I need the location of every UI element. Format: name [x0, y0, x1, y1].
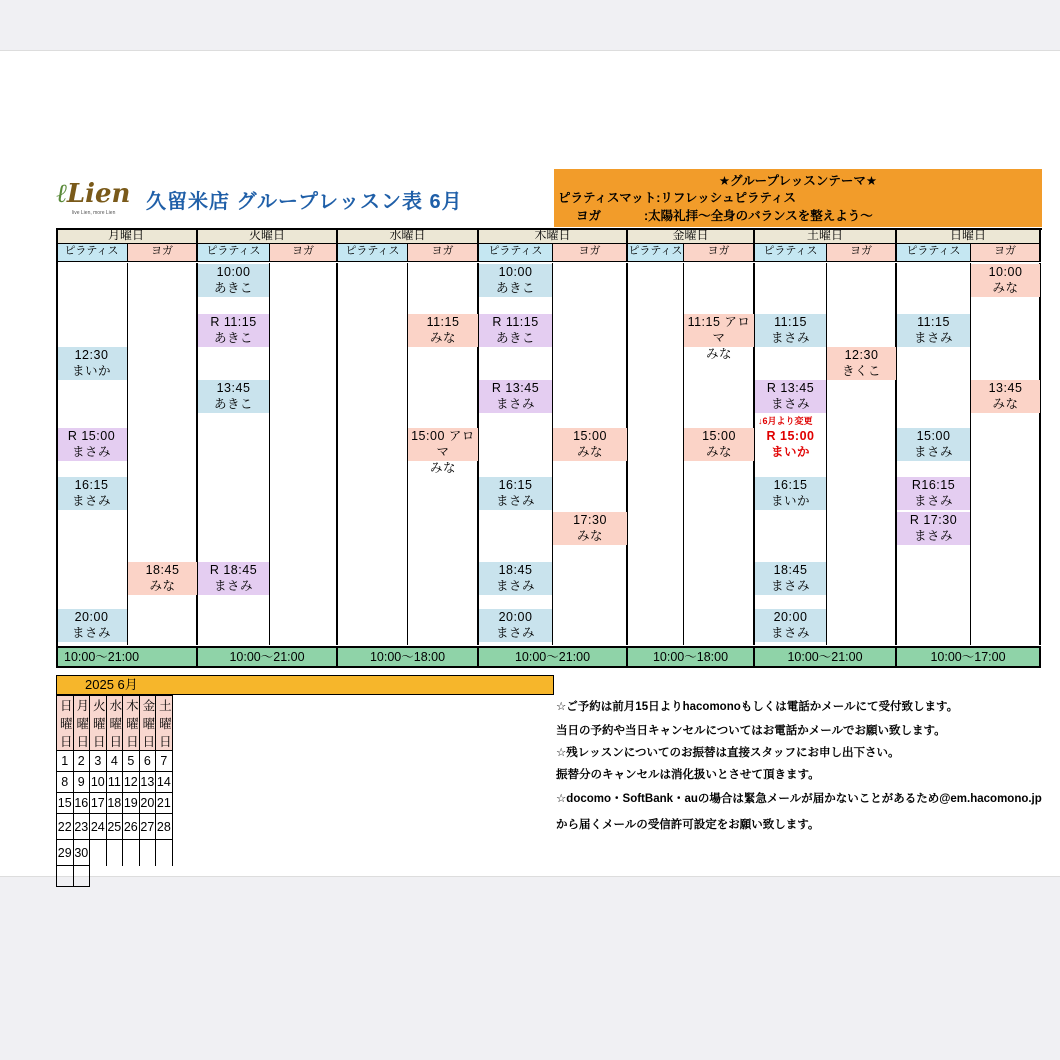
instructor-name: みな [705, 445, 732, 459]
yoga-subheader: ヨガ [408, 244, 479, 262]
instructor-name: みな [429, 461, 456, 475]
lesson-time: R 17:30 [909, 513, 958, 527]
pilates-column [338, 263, 408, 645]
yoga-lesson-slot[interactable] [971, 380, 1040, 413]
lesson-time: R 15:00 [67, 429, 116, 443]
calendar-day-cell: 5 [123, 751, 140, 772]
lesson-time: 20:00 [498, 610, 533, 624]
lesson-time: 20:00 [74, 610, 109, 624]
instructor-name: みな [576, 529, 603, 543]
lesson-time: R 15:00 [766, 429, 815, 443]
calendar-weekday-header: 土曜日 [156, 696, 173, 751]
pilates-column [628, 263, 684, 645]
instructor-name: まいか [770, 494, 810, 508]
pilates-subheader: ピラティス [56, 244, 128, 262]
opening-hours: 10:00～18:00 [338, 646, 479, 668]
lesson-time: 16:15 [74, 478, 109, 492]
day-header: 火曜日 [198, 228, 338, 244]
instructor-name: みな [705, 347, 732, 361]
yoga-subheader: ヨガ [270, 244, 338, 262]
calendar-day-cell: 8 [57, 772, 74, 793]
calendar-day-cell: 13 [139, 772, 156, 793]
calendar-day-cell: 26 [123, 814, 140, 840]
pilates-lesson-slot[interactable] [56, 347, 127, 380]
pilates-lesson-slot[interactable] [755, 609, 826, 642]
calendar-day-cell: 3 [90, 751, 107, 772]
instructor-name: みな [992, 281, 1019, 295]
lesson-time: 20:00 [773, 610, 808, 624]
yoga-subheader: ヨガ [684, 244, 755, 262]
rule-line: から届くメールの受信許可設定をお願い致します。 [556, 819, 820, 831]
theme-pilates-line: ピラティスマット:リフレッシュピラティス [558, 191, 797, 205]
calendar-day-cell: 17 [90, 793, 107, 814]
day-header: 日曜日 [897, 228, 1041, 244]
instructor-name: まさみ [495, 579, 535, 593]
calendar-day-cell: 22 [57, 814, 74, 840]
instructor-name: まさみ [770, 626, 810, 640]
calendar-day-cell: 4 [106, 751, 123, 772]
instructor-name: あきこ [495, 281, 535, 295]
pilates-lesson-slot[interactable] [755, 314, 826, 347]
lesson-time: 16:15 [498, 478, 533, 492]
instructor-name: まいか [770, 445, 810, 459]
calendar-day-cell: 14 [156, 772, 173, 793]
opening-hours: 10:00～21:00 [198, 646, 338, 668]
instructor-name: まさみ [770, 397, 810, 411]
rule-line: 振替分のキャンセルは消化扱いとさせて頂きます。 [556, 769, 820, 781]
lesson-time: 13:45 [988, 381, 1023, 395]
logo-mark: ℓLien [56, 179, 131, 209]
opening-hours: 10:00～21:00 [479, 646, 628, 668]
pilates-subheader: ピラティス [338, 244, 408, 262]
lesson-time: 11:15 アロマ [687, 315, 751, 345]
instructor-name: まいか [71, 364, 111, 378]
instructor-name: あきこ [213, 397, 253, 411]
calendar-day-cell: 11 [106, 772, 123, 793]
calendar-day-cell [139, 840, 156, 866]
yoga-column [270, 263, 338, 645]
instructor-name: きくこ [841, 364, 881, 378]
lesson-time: 15:00 [916, 429, 951, 443]
page-title: 久留米店 グループレッスン表 6月 [146, 191, 463, 213]
calendar-day-cell [123, 866, 140, 887]
instructor-name: まさみ [770, 579, 810, 593]
lesson-time: R 11:15 [492, 315, 539, 329]
yoga-lesson-slot[interactable] [128, 562, 197, 595]
calendar-table [56, 695, 173, 887]
pilates-lesson-slot[interactable] [479, 264, 552, 297]
pilates-lesson-slot[interactable] [755, 477, 826, 510]
yoga-lesson-slot[interactable] [827, 347, 896, 380]
instructor-name: まさみ [495, 397, 535, 411]
lesson-time: 11:15 [426, 315, 460, 329]
lesson-time: 18:45 [773, 563, 808, 577]
calendar-weekday-header: 水曜日 [106, 696, 123, 751]
pilates-lesson-slot[interactable] [479, 380, 552, 413]
calendar-day-cell [156, 866, 173, 887]
pilates-lesson-slot[interactable] [897, 512, 970, 545]
calendar-day-cell [90, 866, 107, 887]
calendar-caption: 2025 6月 [56, 675, 554, 695]
pilates-lesson-slot[interactable] [198, 314, 269, 347]
calendar-weekday-header: 金曜日 [139, 696, 156, 751]
pilates-lesson-slot[interactable] [755, 428, 826, 461]
calendar-day-cell: 27 [139, 814, 156, 840]
yoga-column [971, 263, 1041, 645]
pilates-lesson-slot[interactable] [198, 264, 269, 297]
pilates-lesson-slot[interactable] [897, 314, 970, 347]
theme-header: ★グループレッスンテーマ★ [718, 174, 878, 188]
calendar-day-cell: 9 [73, 772, 90, 793]
calendar-day-cell: 10 [90, 772, 107, 793]
lesson-time: R 13:45 [766, 381, 815, 395]
yoga-column [827, 263, 897, 645]
day-header: 土曜日 [755, 228, 897, 244]
instructor-name: まさみ [71, 494, 111, 508]
schedule-sheet [0, 50, 1060, 877]
day-header: 月曜日 [56, 228, 198, 244]
instructor-name: みな [992, 397, 1019, 411]
pilates-subheader: ピラティス [479, 244, 553, 262]
calendar-weekday-header: 月曜日 [73, 696, 90, 751]
lesson-time: 12:30 [74, 348, 109, 362]
pilates-subheader: ピラティス [897, 244, 971, 262]
grid-top-border [56, 228, 1042, 230]
opening-hours: 10:00～18:00 [628, 646, 755, 668]
pilates-lesson-slot[interactable] [755, 562, 826, 595]
lesson-time: 17:30 [573, 513, 607, 527]
yoga-lesson-slot[interactable] [553, 428, 627, 461]
calendar-day-cell: 18 [106, 793, 123, 814]
lesson-time: 10:00 [216, 265, 251, 279]
lesson-time: R 18:45 [209, 563, 258, 577]
pilates-lesson-slot[interactable] [56, 477, 127, 510]
rule-line: ☆docomo・SoftBank・auの場合は緊急メールが届かないことがあるため@em.hacomono.jp [556, 793, 1042, 805]
lesson-time: 16:15 [773, 478, 808, 492]
yoga-lesson-slot[interactable] [684, 428, 754, 461]
instructor-name: みな [429, 331, 456, 345]
day-header: 水曜日 [338, 228, 479, 244]
opening-hours: 10:00～21:00 [755, 646, 897, 668]
instructor-name: あきこ [495, 331, 535, 345]
pilates-lesson-slot[interactable] [479, 314, 552, 347]
lien-logo [56, 179, 131, 219]
lesson-time: 13:45 [216, 381, 251, 395]
day-header: 木曜日 [479, 228, 628, 244]
instructor-name: まさみ [71, 626, 111, 640]
calendar-day-cell: 7 [156, 751, 173, 772]
opening-hours: 10:00～17:00 [897, 646, 1041, 668]
lesson-time: 18:45 [498, 563, 533, 577]
instructor-name: まさみ [71, 445, 111, 459]
lesson-time: 15:00 [573, 429, 607, 443]
pilates-lesson-slot[interactable] [479, 562, 552, 595]
theme-yoga-text: :太陽礼拝～全身のバランスを整えよう～ [644, 209, 873, 223]
rule-line: ☆残レッスンについてのお振替は直接スタッフにお申し出下さい。 [556, 747, 900, 759]
yoga-lesson-slot[interactable] [971, 264, 1040, 297]
logo-tagline: live Lien, more Lien [72, 210, 116, 216]
calendar-day-cell: 23 [73, 814, 90, 840]
instructor-name: まさみ [913, 445, 953, 459]
calendar-day-cell: 20 [139, 793, 156, 814]
pilates-lesson-slot[interactable] [897, 428, 970, 461]
pilates-subheader: ピラティス [755, 244, 827, 262]
instructor-name: まさみ [770, 331, 810, 345]
lesson-time: R 11:15 [210, 315, 257, 329]
calendar-day-cell: 12 [123, 772, 140, 793]
calendar-day-cell [106, 866, 123, 887]
yoga-subheader: ヨガ [971, 244, 1041, 262]
opening-hours: 10:00～21:00 [56, 646, 198, 668]
lesson-time: 18:45 [145, 563, 180, 577]
lesson-time: 15:00 [702, 429, 736, 443]
rule-line: 当日の予約や当日キャンセルについてはお電話かメールでお願い致します。 [556, 725, 946, 737]
pilates-subheader: ピラティス [198, 244, 270, 262]
calendar-day-cell: 29 [57, 840, 74, 866]
day-header: 金曜日 [628, 228, 755, 244]
pilates-lesson-slot[interactable] [198, 562, 269, 595]
yoga-lesson-slot[interactable] [684, 314, 754, 361]
calendar-day-cell [123, 840, 140, 866]
pilates-lesson-slot[interactable] [755, 380, 826, 413]
calendar-day-cell: 6 [139, 751, 156, 772]
lesson-time: 10:00 [988, 265, 1023, 279]
instructor-name: まさみ [913, 494, 953, 508]
instructor-name: みな [149, 579, 176, 593]
instructor-name: まさみ [495, 626, 535, 640]
instructor-name: まさみ [213, 579, 253, 593]
lesson-time: R16:15 [911, 478, 956, 492]
lesson-time: 11:15 [774, 315, 807, 329]
calendar-day-cell: 25 [106, 814, 123, 840]
calendar-day-cell: 28 [156, 814, 173, 840]
schedule-change-note: ↓6月より変更 [758, 416, 813, 426]
instructor-name: まさみ [495, 494, 535, 508]
weekly-schedule-grid [56, 228, 1042, 668]
pilates-lesson-slot[interactable] [56, 609, 127, 642]
pilates-subheader: ピラティス [628, 244, 684, 262]
instructor-name: みな [576, 445, 603, 459]
calendar-day-cell [139, 866, 156, 887]
instructor-name: あきこ [213, 331, 253, 345]
rule-line: ☆ご予約は前月15日よりhacomonoもしくは電話かメールにて受付致します。 [556, 701, 959, 713]
instructor-name: あきこ [213, 281, 253, 295]
instructor-name: まさみ [913, 331, 953, 345]
calendar-weekday-header: 木曜日 [123, 696, 140, 751]
yoga-lesson-slot[interactable] [408, 428, 478, 475]
calendar-day-cell: 16 [73, 793, 90, 814]
calendar-day-cell [90, 840, 107, 866]
calendar-day-cell: 15 [57, 793, 74, 814]
yoga-subheader: ヨガ [827, 244, 897, 262]
lesson-time: R 13:45 [491, 381, 540, 395]
pilates-lesson-slot[interactable] [198, 380, 269, 413]
calendar-day-cell: 2 [73, 751, 90, 772]
lesson-time: 10:00 [498, 265, 533, 279]
grid-left-border [56, 228, 58, 646]
lesson-time: 12:30 [844, 348, 879, 362]
calendar-day-cell: 19 [123, 793, 140, 814]
lesson-time: 15:00 アロマ [411, 429, 475, 459]
pilates-lesson-slot[interactable] [897, 477, 970, 510]
calendar-weekday-header: 日曜日 [57, 696, 74, 751]
pilates-lesson-slot[interactable] [56, 428, 127, 461]
calendar-day-cell [73, 866, 90, 887]
theme-yoga-label: ヨガ [576, 209, 602, 223]
yoga-subheader: ヨガ [553, 244, 628, 262]
calendar-day-cell [156, 840, 173, 866]
calendar-day-cell: 21 [156, 793, 173, 814]
calendar-day-cell: 24 [90, 814, 107, 840]
pilates-lesson-slot[interactable] [479, 609, 552, 642]
yoga-lesson-slot[interactable] [553, 512, 627, 545]
calendar-day-cell: 1 [57, 751, 74, 772]
instructor-name: まさみ [913, 529, 953, 543]
yoga-lesson-slot[interactable] [408, 314, 478, 347]
calendar-weekday-header: 火曜日 [90, 696, 107, 751]
pilates-lesson-slot[interactable] [479, 477, 552, 510]
yoga-subheader: ヨガ [128, 244, 198, 262]
lesson-time: 11:15 [917, 315, 950, 329]
calendar-day-cell [57, 866, 74, 887]
calendar-day-cell [106, 840, 123, 866]
calendar-day-cell: 30 [73, 840, 90, 866]
lesson-theme-box [554, 169, 1042, 227]
